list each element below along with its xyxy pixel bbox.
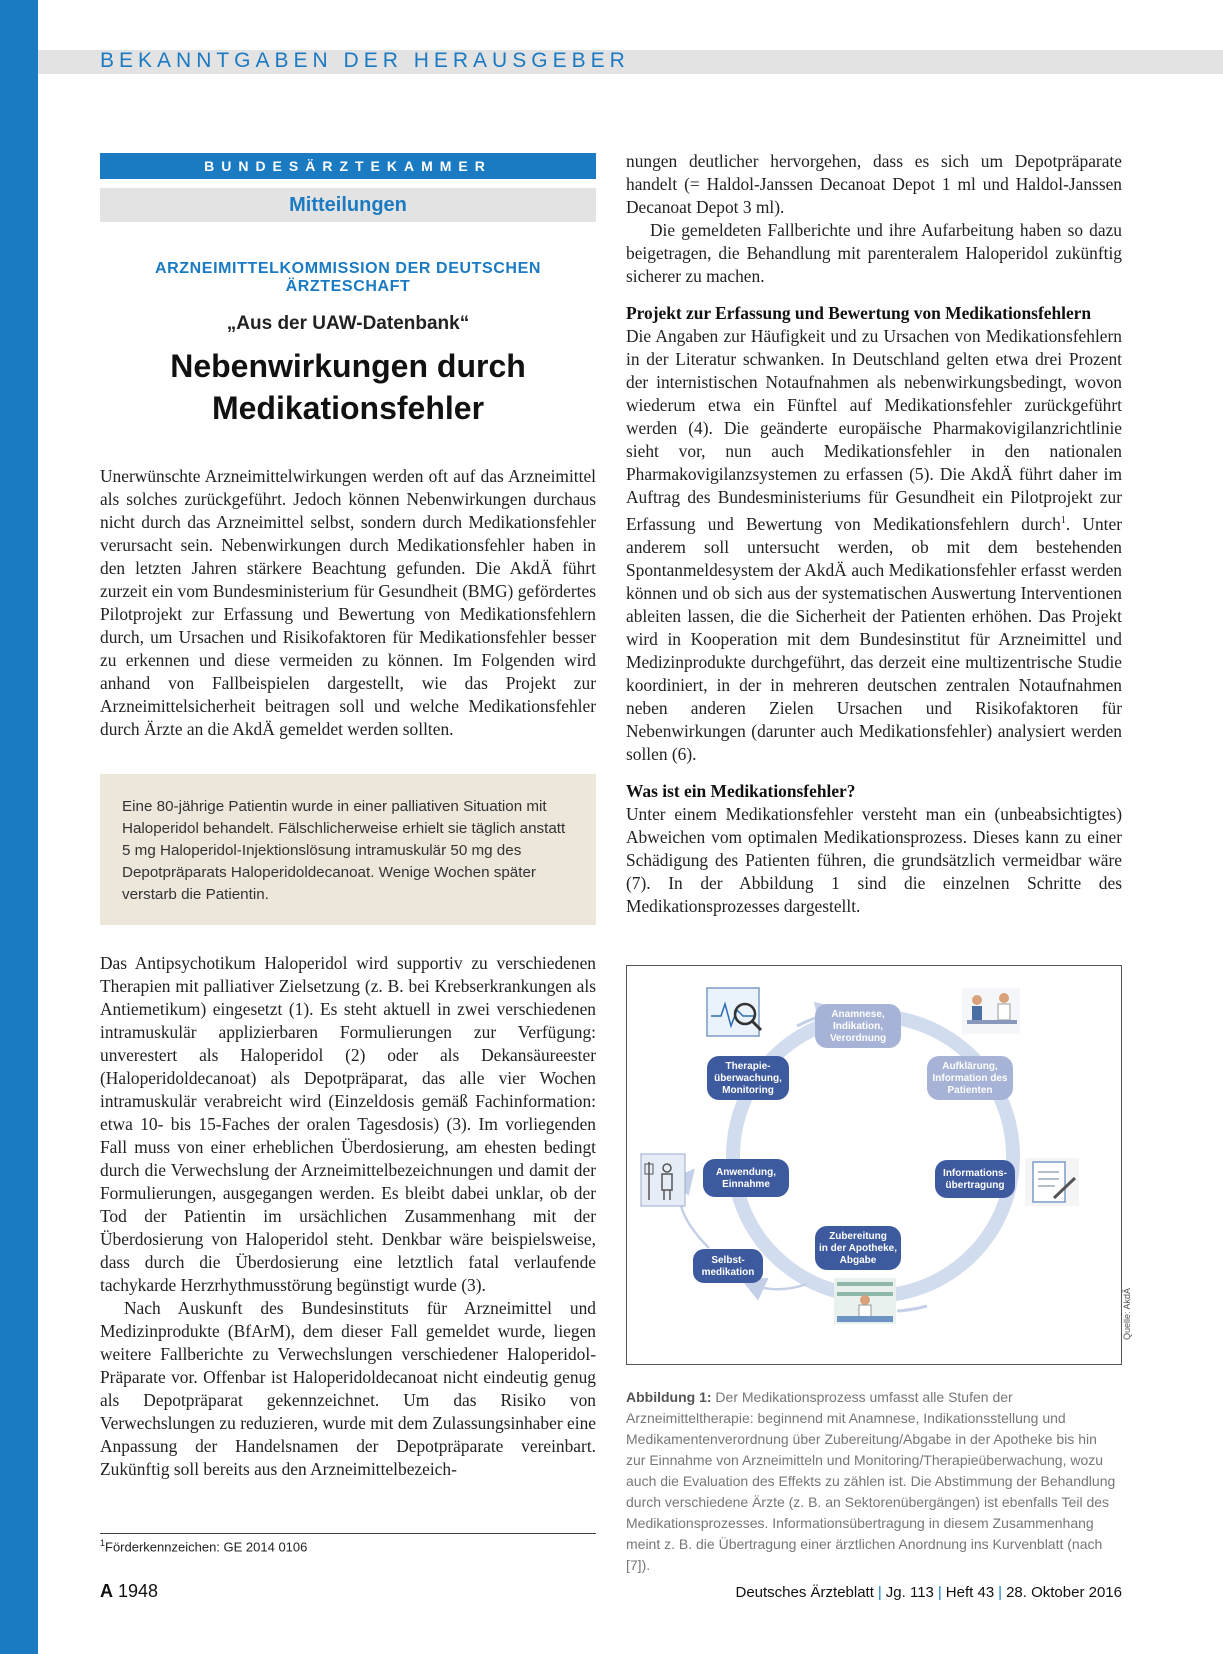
node-informationsuebertragung xyxy=(935,1160,1015,1198)
page-header-title: BEKANNTGABEN DER HERAUSGEBER xyxy=(100,49,630,72)
node-anamnese-line-1: Anamnese, xyxy=(831,1009,885,1020)
monitoring-chart-icon xyxy=(707,988,761,1036)
definition-section xyxy=(626,780,1122,918)
node-therapie-line-2: überwachung, xyxy=(714,1073,782,1084)
node-aufklaerung-line-3: Patienten xyxy=(947,1085,993,1096)
footnote xyxy=(100,1538,307,1554)
doctor-consultation-icon xyxy=(962,988,1020,1034)
node-aufklaerung xyxy=(927,1056,1013,1100)
paragraph-haloperidol: Das Antipsychotikum Haloperidol wird supportiv zu verschiedenen Therapien mit palliativer Zielsetzung (z. B. bei Krebserkrankungen als Antiemetikum) eingesetzt (1). Es steht aktuell in zwei verschiedenen intramuskulär applizierbaren Formulierungen zur Verfügung: unverestert als Haloperidol (2) oder als Dekansäureester (Haloperidoldecanoat) als Depotpräparat, das alle vier Wochen intramuskulär verabreicht wird (Einzeldosis gemäß Fachinformation: etwa 10- bis 15-Faches der oralen Tagesdosis) (3). Im vorliegenden Fall muss von einer erheblichen Überdosierung, am ehesten bedingt durch die Verwechslung der Arzneimittelbezeichnungen und damit der Formulierungen, ausgegangen werden. Es bleibt dabei unklar, ob der Tod der Patientin im ursächlichen Zusammenhang mit der Überdosierung von Haloperidol steht. Denkbar wäre beispielsweise, dass durch die Überdosierung eine letztlich fatal verlaufende tachykarde Herzrhythmusstörung begünstigt wurde (3). xyxy=(100,953,596,1295)
ring-arrow-bottom xyxy=(897,1306,927,1311)
node-anwendung-line-2: Einnahme xyxy=(722,1179,770,1190)
left-color-stripe xyxy=(0,0,38,1654)
node-selbstmedikation-line-1: Selbst- xyxy=(711,1255,745,1266)
page-number xyxy=(100,1581,158,1602)
footnote-marker: 1 xyxy=(100,1538,106,1548)
journal-date: 28. Oktober 2016 xyxy=(1006,1584,1122,1601)
paragraph-fallberichte: Die gemeldeten Fallberichte und ihre Aufarbeitung haben so dazu beigetragen, die Behandlung mit parenteralem Haloperidol zukünftig sicherer zu machen. xyxy=(626,220,1122,286)
page-prefix: A xyxy=(100,1581,113,1601)
caption-label: Abbildung 1: xyxy=(626,1389,712,1405)
self-medication-arrow-left xyxy=(752,1284,807,1289)
footnote-ref: 1 xyxy=(1060,515,1066,526)
paragraph-project-part1: Die Angaben zur Häufigkeit und zu Ursachen von Medikationsfehlern in der Literatur schwanken. In Deutschland gelten etwa drei Prozent der internistischen Notaufnahmen als nebenwirkungsbedingt, wovon wiederum etwa ein Fünftel auf Medikationsfehler zurückgeführt werden (4). Die geänderte europäische Pharmakovigilanzrichtlinie sieht vor, nun auch Medikationsfehler in den nationalen Pharmakovigilanzsystemen zu erfassen (5). Die AkdÄ führt daher im Auftrag des Bundesministeriums für Gesundheit ein Pilotprojekt zur Erfassung und Bewertung von Medikationsfehlern durch xyxy=(626,326,1122,534)
left-body-text xyxy=(100,952,596,1481)
node-aufklaerung-line-1: Aufklärung, xyxy=(942,1061,998,1072)
pharmacy-icon xyxy=(834,1278,896,1324)
section-label: BUNDESÄRZTEKAMMER xyxy=(100,153,596,179)
heading-what-is: Was ist ein Medikationsfehler? xyxy=(626,780,856,801)
left-column xyxy=(100,153,596,1481)
node-informationsuebertragung-line-1: Informations- xyxy=(943,1168,1007,1179)
node-informationsuebertragung-line-2: übertragung xyxy=(945,1180,1005,1191)
article-title xyxy=(100,345,596,429)
node-zubereitung xyxy=(815,1226,901,1270)
node-therapie-line-1: Therapie- xyxy=(725,1061,771,1072)
intro-paragraph xyxy=(100,465,596,741)
case-report-box: Eine 80-jährige Patientin wurde in einer palliativen Situation mit Haloperidol behandelt. Fälschlicherweise erhielt sie täglich anstatt 5 mg Haloperidol-Injektionslösung intramuskulär 50 mg des Depotpräparats Haloperidoldecanoat. Wenige Wochen später verstarb die Patientin. xyxy=(100,774,596,925)
article-kicker: „Aus der UAW-Datenbank“ xyxy=(226,313,470,334)
title-line-1: Nebenwirkungen durch xyxy=(170,348,526,384)
intro-text: Unerwünschte Arzneimittelwirkungen werden oft auf das Arzneimittel als solches zurückgeführt. Jedoch können Nebenwirkungen durchaus nicht durch das Arzneimittel selbst, sondern durch Medikationsfehler verursacht sein. Nebenwirkungen durch Medikationsfehler haben in den letzten Jahren stärkere Beachtung gefunden. Die AkdÄ führt zurzeit ein vom Bundesministerium für Gesundheit (BMG) gefördertes Pilotprojekt zur Erfassung und Bewertung von Medikationsfehlern durch, um Ursachen und Risikofaktoren für Medikationsfehler besser zu erkennen und diese vermeiden zu können. Im Folgenden wird anhand von Fallbeispielen dargestellt, wie das Projekt zur Arzneimittelsicherheit beitragen soll und welche Medikationsfehler durch Ärzte an die AkdÄ gemeldet werden sollten. xyxy=(100,466,596,739)
node-zubereitung-line-1: Zubereitung xyxy=(829,1231,887,1242)
journal-name: Deutsches Ärzteblatt xyxy=(735,1584,874,1601)
journal-volume: Jg. 113 xyxy=(885,1584,934,1601)
organization-name: ARZNEIMITTELKOMMISSION DER DEUTSCHEN ÄRZTESCHAFT xyxy=(154,260,542,295)
node-therapieueberwachung xyxy=(707,1056,789,1100)
paragraph-bfarm: Nach Auskunft des Bundesinstituts für Arzneimittel und Medizinprodukte (BfArM), dem dieser Fall gemeldet wurde, liegen weitere Fallberichte zu Verwechslungen verschiedener Haloperidol-Präparate vor. Offenbar ist Haloperidoldecanoat nicht eindeutig genug als Depotpräparat gekennzeichnet. Um das Risiko von Verwechslungen zu reduzieren, wurde mit dem Zulassungsinhaber eine Anpassung der Handelsnamen der Depotpräparate vereinbart. Zukünftig soll bereits aus den Arzneimittelbezeich- xyxy=(100,1298,596,1479)
project-section xyxy=(626,302,1122,766)
node-anamnese-line-3: Verordnung xyxy=(829,1033,887,1044)
node-anwendung-line-1: Anwendung, xyxy=(716,1167,776,1178)
node-selbstmedikation xyxy=(693,1249,763,1283)
journal-issue: Heft 43 xyxy=(945,1584,995,1601)
figure-caption xyxy=(626,1387,1120,1576)
node-anamnese-line-2: Indikation, xyxy=(833,1021,883,1032)
medication-process-diagram xyxy=(627,966,1121,1364)
node-anwendung xyxy=(703,1159,789,1197)
footnote-text: Förderkennzeichen: GE 2014 0106 xyxy=(105,1539,308,1555)
heading-project: Projekt zur Erfassung und Bewertung von Medikationsfehlern xyxy=(626,303,1092,323)
figure-source: Quelle: AkdÄ xyxy=(1122,1287,1132,1340)
footnote-rule xyxy=(100,1533,596,1534)
node-therapie-line-3: Monitoring xyxy=(722,1085,774,1096)
figure-medication-process xyxy=(626,965,1122,1365)
patient-infusion-icon xyxy=(641,1154,685,1206)
node-zubereitung-line-2: in der Apotheke, xyxy=(819,1243,897,1254)
right-body-text xyxy=(626,150,1122,288)
page-number-value: 1948 xyxy=(118,1581,159,1601)
document-pen-icon xyxy=(1025,1158,1079,1206)
subsection-label: Mitteilungen xyxy=(100,188,596,222)
title-line-2: Medikationsfehler xyxy=(211,390,485,426)
node-selbstmedikation-line-2: medikation xyxy=(701,1267,755,1278)
paragraph-definition: Unter einem Medikationsfehler versteht man ein (unbeabsichtigtes) Abweichen vom optimalen Medikationsprozess. Dieses kann zu einer Schädigung des Patienten führen, die grundsätzlich vermeidbar wäre (7). In der Abbildung 1 sind die einzelnen Schritte des Medikationsprozesses dargestellt. xyxy=(626,803,1122,916)
journal-footer: Deutsches Ärzteblatt | Jg. 113 | Heft 43 | 28. Oktober 2016 xyxy=(735,1584,1122,1601)
paragraph-continued: nungen deutlicher hervorgehen, dass es sich um Depotpräparate handelt (= Haldol-Janssen Decanoat Depot 1 ml und Haldol-Janssen Decanoat Depot 3 ml). xyxy=(626,151,1122,217)
right-column xyxy=(626,150,1122,918)
paragraph-project-part2: . Unter anderem soll untersucht werden, ob mit dem bestehenden Spontanmeldesystem der AkdÄ auch Medikationsfehler erfasst werden können und ob sich aus der systematischen Auswertung Interventionen ableiten lassen, die die Sicherheit der Patienten erhöhen. Das Projekt wird in Kooperation mit dem Bundesinstitut für Arzneimittel und Medizinprodukte durchgeführt, das derzeit eine multizentrische Studie koordiniert, in der in mehreren deutschen zentralen Notaufnahmen neben anderen Zielen Ursachen und Risikofaktoren für Nebenwirkungen (darunter auch Medikationsfehler) analysiert werden sollen (6). xyxy=(626,513,1122,764)
paragraph-project xyxy=(626,325,1122,766)
node-zubereitung-line-3: Abgabe xyxy=(839,1255,877,1266)
node-aufklaerung-line-2: Information des xyxy=(932,1073,1008,1084)
caption-text: Der Medikationsprozess umfasst alle Stufen der Arzneimitteltherapie: beginnend mit Anamnese, Indikationsstellung und Medikamentenverordnung über Zubereitung/Abgabe in der Apotheke bis hin zur Einnahme von Arzneimitteln und Monitoring/Therapieüberwachung, wozu auch die Evaluation des Effekts zu zählen ist. Die Abstimmung der Behandlung durch verschiedene Ärzte (z. B. an Sektorenübergängen) ist ebenfalls Teil des Medikationsprozesses. Informationsübertragung in diesem Zusammenhang meint z. B. die Übertragung einer ärztlichen Anordnung ins Kurvenblatt (nach [7]). xyxy=(626,1389,1116,1573)
node-anamnese xyxy=(815,1004,901,1048)
